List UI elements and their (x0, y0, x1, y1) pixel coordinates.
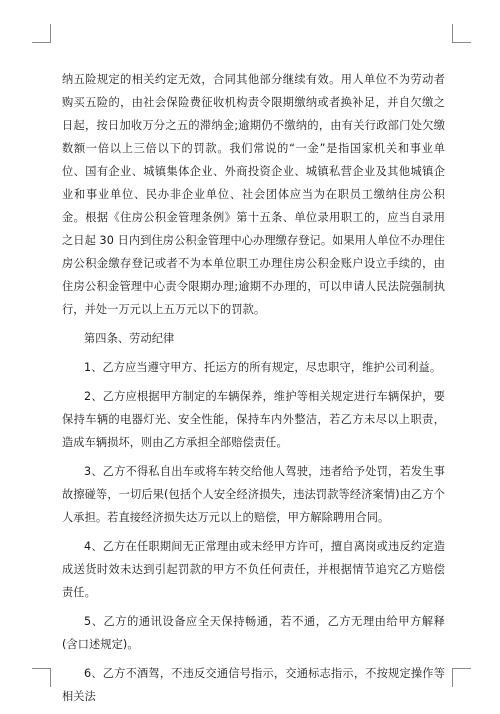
paragraph-clause-5: 5、乙方的通讯设备应全天保持畅通，若不通，乙方无理由给甲方解释(含口述规定)。 (62, 615, 445, 651)
crop-mark-top-left (32, 24, 51, 43)
paragraph-clause-6: 6、乙方不酒驾，不违反交通信号指示，交通标志指示，不按规定操作等相关法 (62, 667, 445, 703)
crop-mark-bottom-right (452, 668, 471, 687)
crop-mark-bottom-left (32, 668, 51, 687)
paragraph-clause-3: 3、乙方不得私自出车或将车转交给他人驾驶，违者给予处罚，若发生事故擦碰等，一切后果(包括个人安全经济损失，违法罚款等经济案情)由乙方个人承担。若直接经济损失达万元以上的赔偿，甲方解除聘用合同。 (62, 465, 445, 524)
paragraph-clause-4: 4、乙方在任职期间无正常理由或未经甲方许可，擅自离岗或违反约定造成送货时效未达到引起罚款的甲方不负任何责任，并根据情节追究乙方赔偿责任。 (62, 540, 445, 599)
crop-mark-top-right (452, 24, 471, 43)
paragraph-clause-1: 1、乙方应当遵守甲方、托运方的所有规定，尽忠职守，维护公司利益。 (84, 361, 442, 374)
section-heading-labor-discipline: 第四条、劳动纪律 (84, 332, 175, 345)
paragraph-clause-2: 2、乙方应根据甲方制定的车辆保养，维护等相关规定进行车辆保护，要保持车辆的电器灯光、安全性能，保持车内外整洁，若乙方未尽以上职责，造成车辆损坏，则由乙方承担全部赔偿责任。 (62, 390, 445, 449)
document-body (62, 68, 445, 714)
paragraph-social-insurance: 纳五险规定的相关约定无效，合同其他部分继续有效。用人单位不为劳动者购买五险的，由社会保险费征收机构责令限期缴纳或者换补足，并自欠缴之日起，按日加收万分之五的滞纳金;逾期仍不缴纳的，由有关行政部门处欠缴数额一倍以上三倍以下的罚款。我们常说的“一金”是指国家机关和事业单位、国有企业、城镇集体企业、外商投资企业、城镇私营企业及其他城镇企业和事业单位、民办非企业单位、社会团体应当为在职员工缴纳住房公积金。根据《住房公积金管理条例》第十五条、单位录用职工的，应当自录用之日起 30 日内到住房公积金管理中心办理缴存登记。如果用人单位不办理住房公积金缴存登记或者不为本单位职工办理住房公积金账户设立手续的，由住房公积金管理中心责令限期办理;逾期不办理的，可以申请人民法院强制执行，并处一万元以上五万元以下的罚款。 (62, 73, 445, 316)
